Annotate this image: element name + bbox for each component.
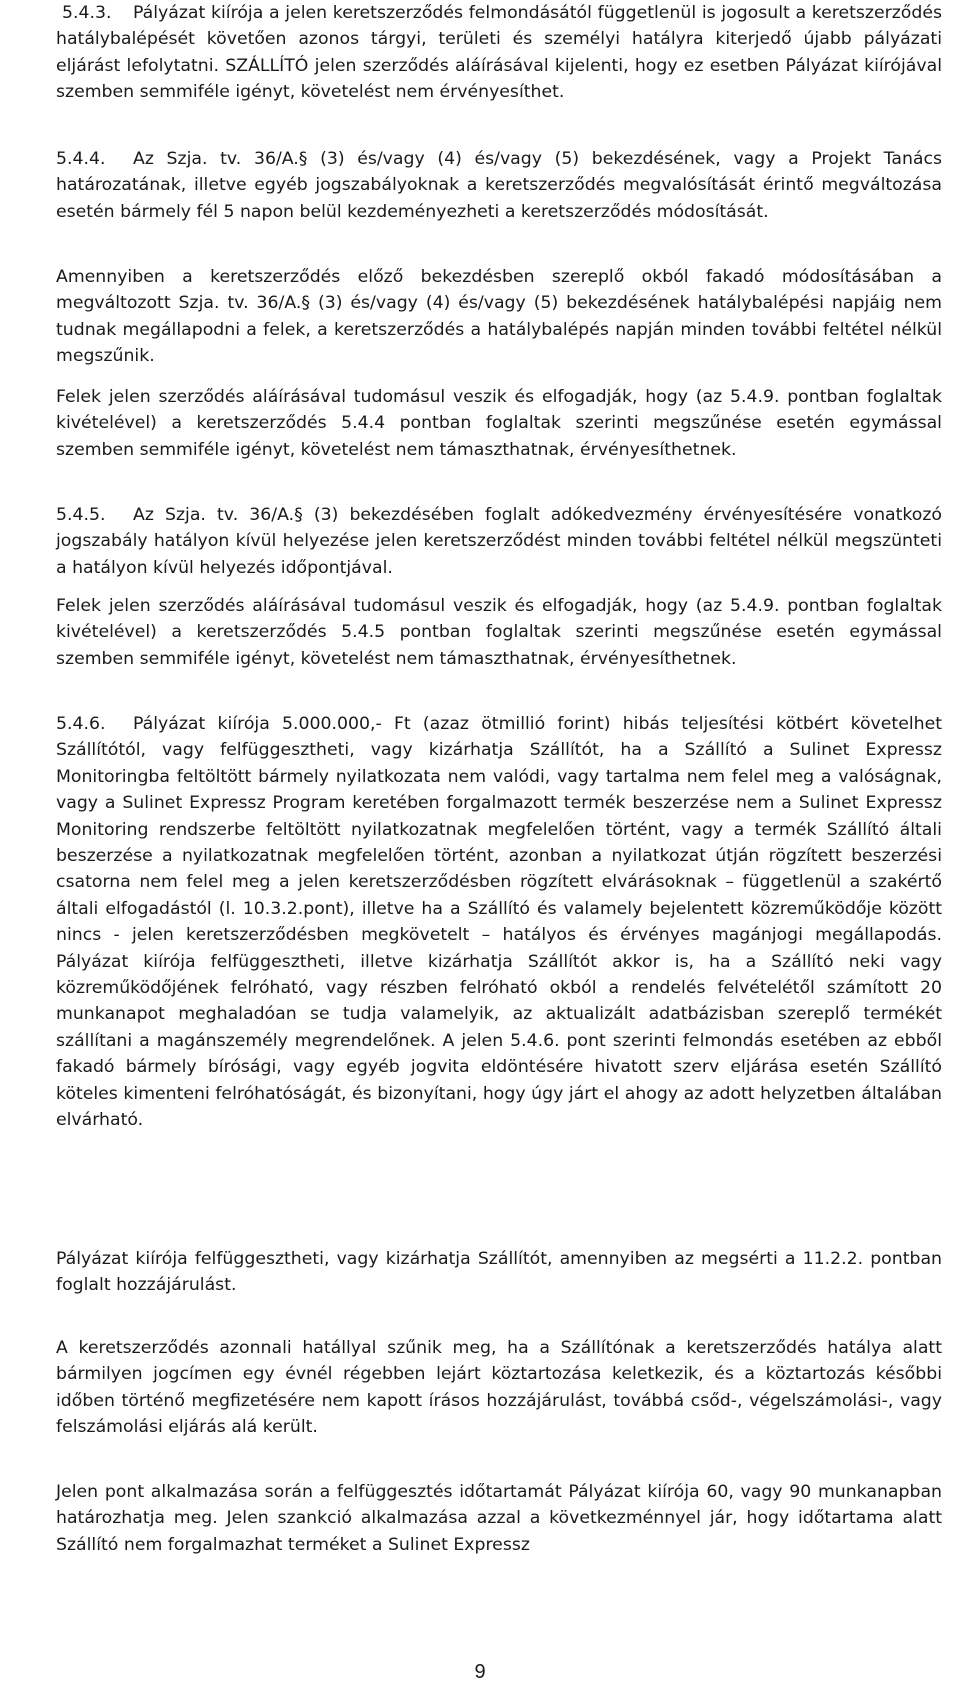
section-number: 5.4.5.	[56, 505, 106, 525]
paragraph-text: Pályázat kiírója felfüggesztheti, vagy kizárhatja Szállítót, amennyiben az megsérti a 11.2.2. pontban foglalt hozzájárulást.	[56, 1249, 942, 1296]
paragraph-text: Az Szja. tv. 36/A.§ (3) bekezdésében foglalt adókedvezmény érvényesítésére vonatkozó jogszabály hatályon kívül helyezése jelen keretszerződést minden további feltétel nélkül megszünteti a hatályon kívül helyezés időpontjával.	[56, 505, 942, 578]
section-number: 5.4.4.	[56, 149, 106, 169]
paragraph-text: Felek jelen szerződés aláírásával tudomásul veszik és elfogadják, hogy (az 5.4.9. pontban foglaltak kivételével) a keretszerződés 5.4.5 pontban foglaltak szerinti megszűnése esetén egymással szemben semmiféle igényt, követelést nem támaszthatnak, érvényesíthetnek.	[56, 596, 942, 669]
paragraph-felfuggeszt	[56, 1246, 942, 1299]
paragraph-text: A keretszerződés azonnali hatállyal szűnik meg, ha a Szállítónak a keretszerződés hatálya alatt bármilyen jogcímen egy évnél régebben lejárt köztartozása keletkezik, és a köztartozás későbbi időben történő megfizetésére nem kapott írásos hozzájárulást, továbbá csőd-, végelszámolási-, vagy felszámolási eljárás alá került.	[56, 1338, 942, 1438]
paragraph-felek-2	[56, 593, 942, 672]
paragraph-text: Amennyiben a keretszerződés előző bekezdésben szereplő okból fakadó módosításában a megváltozott Szja. tv. 36/A.§ (3) és/vagy (4) és/vagy (5) bekezdésének hatálybalépési napjáig nem tudnak megállapodni a felek, a keretszerződés a hatálybalépés napján minden további feltétel nélkül megszűnik.	[56, 267, 942, 367]
paragraph-amennyiben	[56, 264, 942, 370]
paragraph-5-4-6	[56, 711, 942, 1134]
paragraph-text: Az Szja. tv. 36/A.§ (3) és/vagy (4) és/vagy (5) bekezdésének, vagy a Projekt Tanács határozatának, illetve egyéb jogszabályoknak a keretszerződés megvalósítását érintő megváltozása esetén bármely fél 5 napon belül kezdeményezheti a keretszerződés módosítását.	[56, 149, 942, 222]
paragraph-text: Jelen pont alkalmazása során a felfüggesztés időtartamát Pályázat kiírója 60, vagy 90 munkanapban határozhatja meg. Jelen szankció alkalmazása azzal a következménnyel jár, hogy időtartama alatt Szállító nem forgalmazhat terméket a Sulinet Expressz	[56, 1482, 942, 1555]
paragraph-5-4-4	[56, 146, 942, 225]
page-number: 9	[474, 1661, 486, 1683]
paragraph-azonnali	[56, 1335, 942, 1441]
paragraph-text: Pályázat kiírója a jelen keretszerződés felmondásától függetlenül is jogosult a keretszerződés hatálybalépését követően azonos tárgyi, területi és személyi hatályra kiterjedő újabb pályázati eljárást lefolytatni. SZÁLLÍTÓ jelen szerződés aláírásával kijelenti, hogy ez esetben Pályázat kiírójával szemben semmiféle igényt, követelést nem érvényesíthet.	[56, 3, 942, 103]
paragraph-jelen-pont	[56, 1479, 942, 1558]
section-number: 5.4.3.	[62, 3, 112, 23]
paragraph-5-4-3	[56, 0, 942, 106]
paragraph-felek-1	[56, 384, 942, 463]
paragraph-text: Felek jelen szerződés aláírásával tudomásul veszik és elfogadják, hogy (az 5.4.9. pontban foglaltak kivételével) a keretszerződés 5.4.4 pontban foglaltak szerinti megszűnése esetén egymással szemben semmiféle igényt, követelést nem támaszthatnak, érvényesíthetnek.	[56, 387, 942, 460]
paragraph-5-4-5	[56, 502, 942, 581]
paragraph-text: Pályázat kiírója 5.000.000,- Ft (azaz ötmillió forint) hibás teljesítési kötbért követelhet Szállítótól, vagy felfüggesztheti, vagy kizárhatja Szállítót, ha a Szállító a Sulinet Expressz Monitoringba feltöltött bármely nyilatkozata nem valódi, vagy tartalma nem felel meg a valóságnak, vagy a Sulinet Expressz Program keretében forgalmazott termék beszerzése nem a Sulinet Expressz Monitoring rendszerbe feltöltött nyilatkozatnak megfelelően történt, vagy a termék Szállító általi beszerzése a nyilatkozatnak megfelelően történt, azonban a nyilatkozat útján rögzített beszerzési csatorna nem felel meg a jelen keretszerződésben rögzített elvárásoknak – függetlenül a szakértő általi elfogadástól (l. 10.3.2.pont), illetve ha a Szállító és valamely bejelentett közreműködője között nincs - jelen keretszerződésben megkövetelt – hatályos és érvényes magánjogi megállapodás. Pályázat kiírója felfüggesztheti, illetve kizárhatja Szállítót akkor is, ha a Szállító neki vagy közreműködőjének felróható, vagy részben felróható okból a rendelés felvételétől számított 20 munkanapot meghaladóan se tudja valamelyik, az aktualizált adatbázisban szereplő termékét szállítani a magánszemély megrendelőnek. A jelen 5.4.6. pont szerinti felmondás esetében az ebből fakadó bármely bírósági, vagy egyéb jogvita eldöntésére hivatott szerv eljárása esetén Szállító köteles kimenteni felróhatóságát, és bizonyítani, hogy úgy járt el ahogy az adott helyzetben általában elvárható.	[56, 714, 942, 1131]
section-number: 5.4.6.	[56, 714, 106, 734]
